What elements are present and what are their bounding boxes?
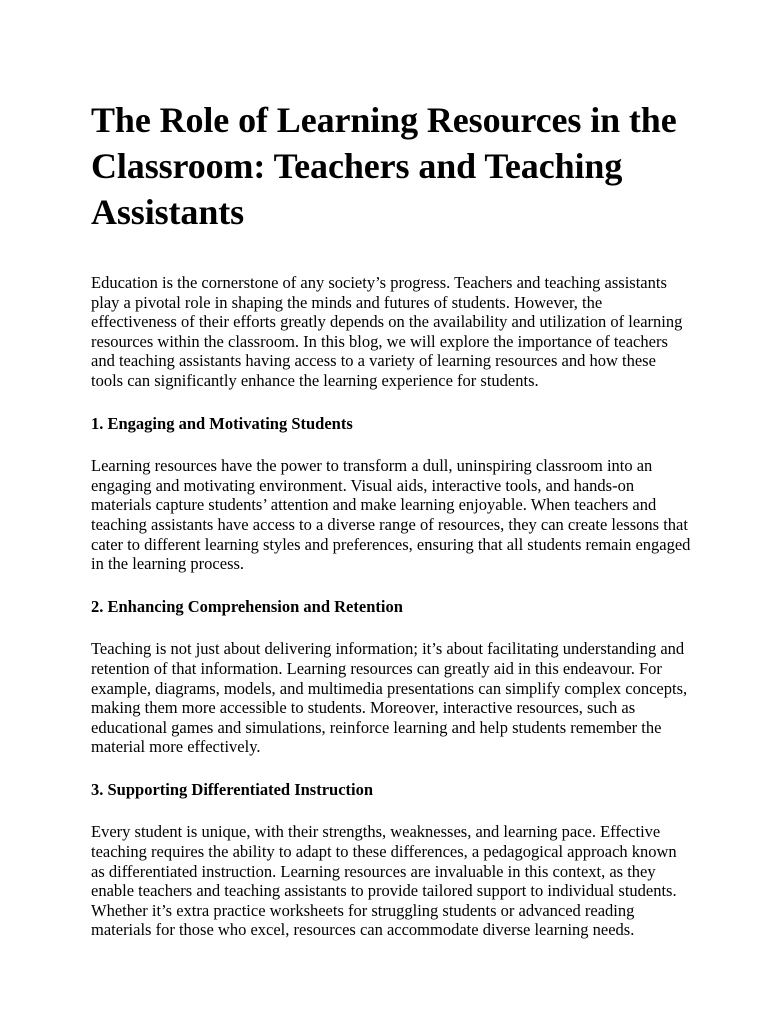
section-paragraph: Teaching is not just about delivering information; it’s about facilitating understanding and retention of that information. Learning resources can greatly aid in this endeavour. For example, diagrams, models, and multimedia presentations can simplify complex concepts, making them more accessible to students. Moreover, interactive resources, such as educational games and simulations, reinforce learning and help students remember the material more effectively. xyxy=(91,639,688,757)
section-heading: 2. Enhancing Comprehension and Retention xyxy=(91,596,403,616)
section-paragraph: Every student is unique, with their strengths, weaknesses, and learning pace. Effective teaching requires the ability to adapt to these differences, a pedagogical approach known as differentiated instruction. Learning resources are invaluable in this context, as they enable teachers and teaching assistants to provide tailored support to individual students. Whether it’s extra practice worksheets for struggling students or advanced reading materials for those who excel, resources can accommodate diverse learning needs. xyxy=(91,822,677,940)
section-1 xyxy=(91,414,691,574)
document-title: The Role of Learning Resources in the Classroom: Teachers and Teaching Assistants xyxy=(91,100,677,232)
section-3 xyxy=(91,780,691,940)
section-2 xyxy=(91,597,691,757)
section-heading: 1. Engaging and Motivating Students xyxy=(91,413,353,433)
section-heading: 3. Supporting Differentiated Instruction xyxy=(91,779,374,799)
section-paragraph: Learning resources have the power to transform a dull, uninspiring classroom into an engaging and motivating environment. Visual aids, interactive tools, and hands-on materials capture students’ attention and make learning enjoyable. When teachers and teaching assistants have access to a diverse range of resources, they can create lessons that cater to different learning styles and preferences, ensuring that all students remain engaged in the learning process. xyxy=(91,456,691,574)
document-page xyxy=(91,97,691,940)
intro-paragraph: Education is the cornerstone of any society’s progress. Teachers and teaching assistants play a pivotal role in shaping the minds and futures of students. However, the effectiveness of their efforts greatly depends on the availability and utilization of learning resources within the classroom. In this blog, we will explore the importance of teachers and teaching assistants having access to a variety of learning resources and how these tools can significantly enhance the learning experience for students. xyxy=(91,273,683,390)
